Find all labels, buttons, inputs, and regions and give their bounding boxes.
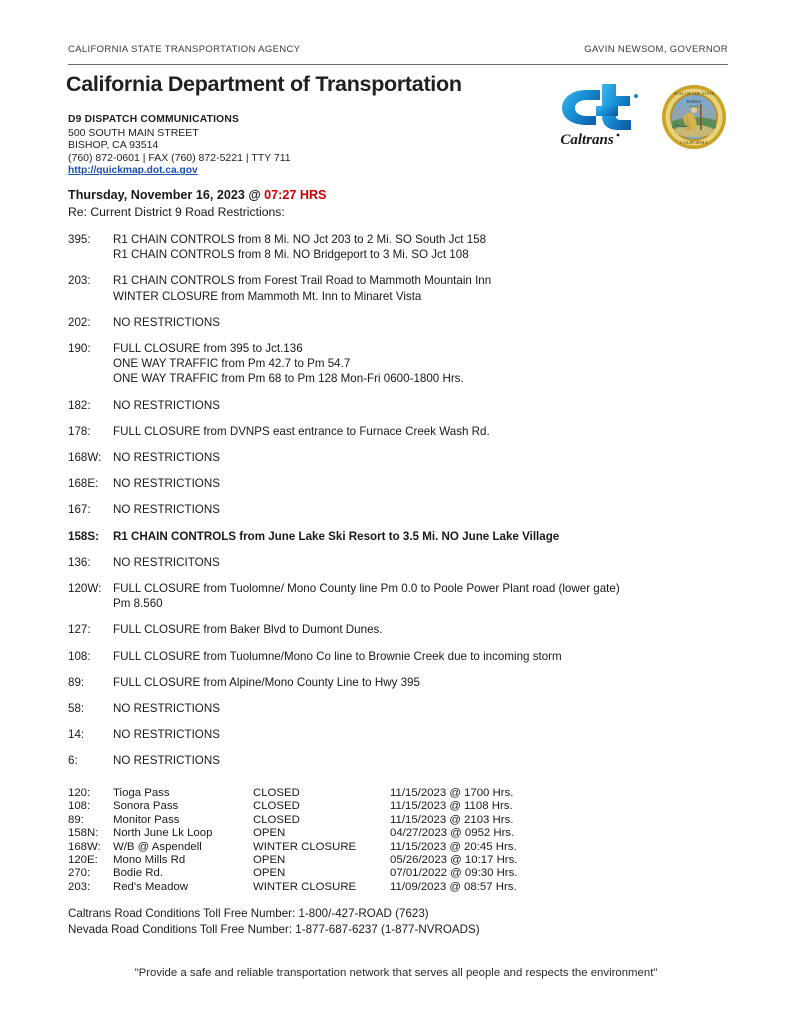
restriction-item [68, 555, 728, 570]
office-name: D9 DISPATCH COMMUNICATIONS [68, 114, 240, 125]
governor-label: GAVIN NEWSOM, GOVERNOR [584, 44, 728, 55]
svg-text:SEAL OF THE STATE: SEAL OF THE STATE [673, 91, 715, 96]
restriction-item [68, 232, 728, 262]
pass-status-table [68, 787, 728, 894]
pass-route: 270: [68, 867, 91, 880]
california-state-seal [661, 84, 727, 150]
restriction-detail [113, 555, 728, 570]
restriction-detail [113, 232, 728, 262]
pass-updated: 11/09/2023 @ 08:57 Hrs. [390, 880, 517, 893]
restriction-item [68, 315, 728, 330]
restriction-item [68, 502, 728, 517]
restriction-line: NO RESTRICTIONS [113, 702, 220, 716]
restriction-line: NO RESTRICTIONS [113, 451, 220, 465]
pass-name: Red's Meadow [113, 880, 188, 893]
restriction-line: R1 CHAIN CONTROLS from 8 Mi. NO Bridgeport to 3 Mi. SO Jct 108 [113, 248, 469, 262]
restriction-detail [113, 273, 728, 303]
restriction-route-label: 120W: [68, 582, 102, 596]
table-row [68, 841, 728, 854]
header-divider [68, 64, 728, 65]
restriction-item [68, 675, 728, 690]
restriction-line: FULL CLOSURE from Tuolumne/Mono Co line to Brownie Creek due to incoming storm [113, 649, 562, 663]
restriction-line: FULL CLOSURE from 395 to Jct.136 [113, 342, 303, 356]
restriction-line: NO RESTRICTIONS [113, 754, 220, 768]
restriction-route-label: 58: [68, 702, 85, 716]
pass-route: 108: [68, 800, 91, 813]
pass-name: Tioga Pass [113, 787, 170, 799]
restriction-line: ONE WAY TRAFFIC from Pm 68 to Pm 128 Mon-Fri 0600-1800 Hrs. [113, 372, 464, 386]
restriction-line: ONE WAY TRAFFIC from Pm 42.7 to Pm 54.7 [113, 357, 351, 371]
restriction-route-label: 108: [68, 649, 91, 663]
restriction-route-label: 14: [68, 728, 85, 742]
restriction-line: R1 CHAIN CONTROLS from June Lake Ski Resort to 3.5 Mi. NO June Lake Village [113, 529, 560, 543]
restriction-route-label: 182: [68, 398, 91, 412]
pass-updated: 11/15/2023 @ 1108 Hrs. [390, 800, 513, 813]
restriction-line: FULL CLOSURE from DVNPS east entrance to Furnace Creek Wash Rd. [113, 424, 490, 438]
table-row [68, 814, 728, 827]
restriction-route-label: 167: [68, 503, 91, 517]
address-block [68, 114, 291, 178]
pass-route: 168W: [68, 840, 101, 853]
quickmap-link[interactable]: http://quickmap.dot.ca.gov [68, 165, 198, 177]
pass-status: OPEN [253, 867, 286, 880]
restriction-line: NO RESTRICTIONS [113, 503, 220, 517]
svg-text:CALIFORNIA: CALIFORNIA [680, 140, 708, 145]
restriction-item [68, 424, 728, 439]
table-row [68, 854, 728, 867]
tollfree-block [68, 906, 480, 937]
mission-tagline [0, 967, 792, 979]
restriction-route-label: 168W: [68, 451, 102, 465]
pass-updated: 11/15/2023 @ 1700 Hrs. [390, 787, 514, 799]
restriction-detail [113, 398, 728, 413]
restriction-route-label: 127: [68, 623, 91, 637]
caltrans-logo [556, 82, 648, 150]
restriction-route-label: 6: [68, 754, 78, 768]
restriction-item [68, 273, 728, 303]
pass-updated: 11/15/2023 @ 20:45 Hrs. [390, 840, 517, 853]
restriction-line: NO RESTRICITONS [113, 555, 220, 569]
page-title: California Department of Transportation [66, 72, 462, 96]
restriction-detail [113, 753, 728, 768]
pass-route: 120: [68, 787, 91, 799]
restriction-line: FULL CLOSURE from Baker Blvd to Dumont Dunes. [113, 623, 383, 637]
pass-status: CLOSED [253, 813, 300, 826]
restriction-item [68, 701, 728, 716]
restriction-item [68, 581, 728, 611]
nevada-tollfree: Nevada Road Conditions Toll Free Number: 1-877-687-6237 (1-877-NVROADS) [68, 922, 480, 936]
dateline [68, 188, 326, 202]
pass-name: Mono Mills Rd [113, 854, 186, 867]
state-agency-label: CALIFORNIA STATE TRANSPORTATION AGENCY [68, 44, 301, 55]
table-row [68, 787, 728, 800]
restriction-item [68, 753, 728, 768]
restriction-route-label: 168E: [68, 477, 99, 491]
restriction-route-label: 89: [68, 675, 85, 689]
restriction-line: NO RESTRICTIONS [113, 728, 220, 742]
restriction-item [68, 398, 728, 413]
restriction-route-label: 202: [68, 315, 91, 329]
pass-status: OPEN [253, 827, 286, 840]
header-top-line [68, 44, 728, 58]
pass-name: W/B @ Aspendell [113, 840, 202, 853]
phone-line: (760) 872-0601 | FAX (760) 872-5221 | TTY 711 [68, 151, 291, 164]
caltrans-wordmark: Caltrans [560, 132, 614, 148]
restriction-detail [113, 701, 728, 716]
restriction-line: WINTER CLOSURE from Mammoth Mt. Inn to Minaret Vista [113, 289, 422, 303]
table-row [68, 867, 728, 880]
time-text: 07:27 HRS [264, 188, 327, 202]
restriction-item [68, 450, 728, 465]
restriction-line: R1 CHAIN CONTROLS from 8 Mi. NO Jct 203 to 2 Mi. SO South Jct 158 [113, 233, 487, 246]
table-row [68, 881, 728, 894]
pass-name: Monitor Pass [113, 813, 180, 826]
pass-name: Sonora Pass [113, 800, 179, 813]
restriction-line: R1 CHAIN CONTROLS from Forest Trail Road to Mammoth Mountain Inn [113, 274, 492, 288]
pass-route: 203: [68, 880, 91, 893]
pass-name: Bodie Rd. [113, 867, 164, 880]
restriction-line: NO RESTRICTIONS [113, 398, 220, 412]
restriction-detail [113, 529, 728, 544]
restriction-item [68, 649, 728, 664]
restriction-route-label: 203: [68, 274, 91, 288]
restriction-detail [113, 649, 728, 664]
pass-status: CLOSED [253, 800, 300, 813]
restriction-item [68, 341, 728, 387]
restriction-detail [113, 450, 728, 465]
restriction-line: NO RESTRICTIONS [113, 477, 220, 491]
restriction-item [68, 622, 728, 637]
restriction-detail [113, 424, 728, 439]
restriction-item [68, 529, 728, 544]
svg-text:EUREKA: EUREKA [686, 100, 702, 104]
restriction-detail [113, 727, 728, 742]
date-text: Thursday, November 16, 2023 @ [68, 188, 265, 202]
subject-line: Re: Current District 9 Road Restrictions: [68, 205, 285, 219]
restriction-detail [113, 622, 728, 637]
pass-updated: 07/01/2022 @ 09:30 Hrs. [390, 867, 518, 880]
restriction-line: FULL CLOSURE from Alpine/Mono County Line to Hwy 395 [113, 675, 420, 689]
caltrans-tollfree: Caltrans Road Conditions Toll Free Number: 1-800/-427-ROAD (7623) [68, 907, 429, 920]
pass-route: 158N: [68, 827, 99, 840]
restriction-detail [113, 581, 728, 611]
restrictions-list [68, 232, 728, 780]
pass-updated: 11/15/2023 @ 2103 Hrs. [390, 813, 514, 826]
street-address: 500 SOUTH MAIN STREET [68, 126, 199, 139]
pass-status: OPEN [253, 854, 286, 867]
restriction-route-label: 395: [68, 233, 91, 246]
mission-tagline-text: "Provide a safe and reliable transportation network that serves all people and respects the environment" [134, 967, 658, 979]
restriction-line: NO RESTRICTIONS [113, 315, 220, 329]
restriction-detail [113, 315, 728, 330]
pass-name: North June Lk Loop [113, 827, 213, 840]
pass-route: 89: [68, 813, 84, 826]
restriction-item [68, 476, 728, 491]
pass-updated: 04/27/2023 @ 0952 Hrs. [390, 827, 515, 840]
city-state-zip: BISHOP, CA 93514 [68, 139, 159, 152]
restriction-line: FULL CLOSURE from Tuolomne/ Mono County line Pm 0.0 to Poole Power Plant road (lower gate) [113, 582, 620, 596]
pass-status: WINTER CLOSURE [253, 840, 357, 853]
pass-status: WINTER CLOSURE [253, 880, 357, 893]
restriction-detail [113, 502, 728, 517]
restriction-item [68, 727, 728, 742]
restriction-route-label: 190: [68, 342, 91, 356]
table-row [68, 800, 728, 813]
pass-updated: 05/26/2023 @ 10:17 Hrs. [390, 854, 518, 867]
restriction-route-label: 136: [68, 555, 91, 569]
pass-status: CLOSED [253, 787, 300, 799]
restriction-detail [113, 341, 728, 387]
restriction-route-label: 178: [68, 424, 91, 438]
restriction-line: Pm 8.560 [113, 597, 163, 611]
restriction-detail [113, 476, 728, 491]
pass-route: 120E: [68, 854, 98, 867]
restriction-detail [113, 675, 728, 690]
restriction-route-label: 158S: [68, 529, 99, 543]
table-row [68, 827, 728, 840]
pass-status-body [68, 787, 728, 894]
